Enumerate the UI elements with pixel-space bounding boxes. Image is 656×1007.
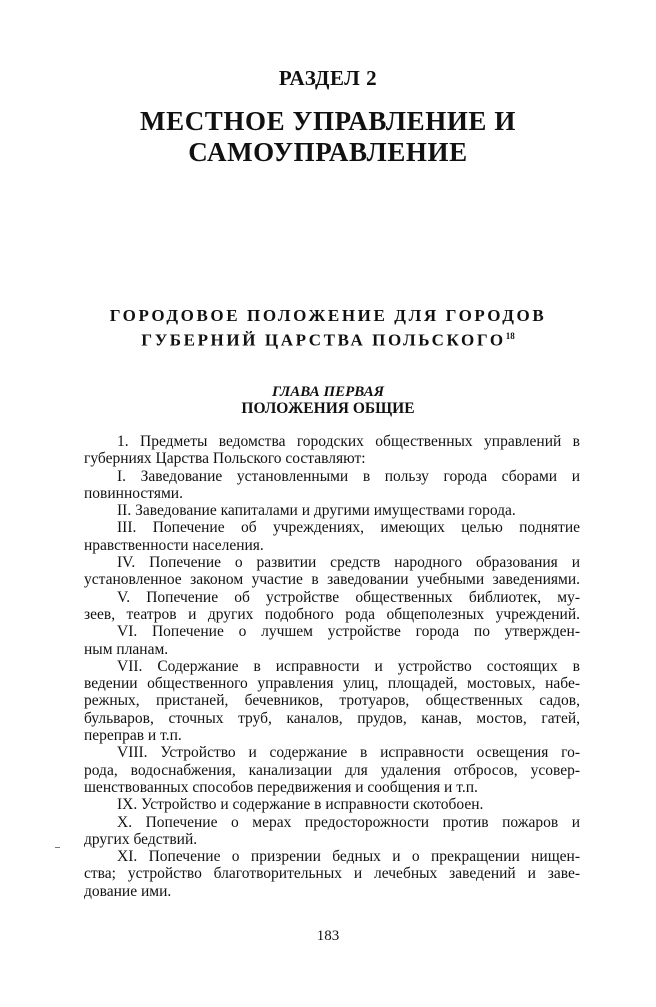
body-line: ведении общественного управления улиц, площадей, мостовых, набе-: [84, 675, 580, 693]
body-line: XI. Попечение о призрении бедных и о прекращении нищен-: [117, 848, 580, 866]
section-title-line: МЕСТНОЕ УПРАВЛЕНИЕ И: [140, 106, 516, 136]
chapter-title: ПОЛОЖЕНИЯ ОБЩИЕ: [241, 400, 415, 417]
body-line: дование ими.: [84, 882, 172, 900]
body-line: IX. Устройство и содержание в исправности скотобоен.: [117, 796, 484, 814]
body-line: других бедствий.: [84, 830, 198, 848]
body-line: ным планам.: [84, 640, 169, 658]
body-line: I. Заведование установленными в пользу города сборами и: [117, 467, 580, 485]
body-line: 1. Предметы ведомства городских общественных управлений в: [117, 433, 580, 450]
body-line: VII. Содержание в исправности и устройство состоящих в: [117, 657, 580, 675]
body-line: рода, водоснабжения, канализации для удаления отбросов, усовер-: [84, 761, 580, 779]
body-line: ства; устройство благотворительных и лечебных заведений и заве-: [84, 865, 580, 883]
body-line: VIII. Устройство и содержание в исправности освещения го-: [117, 744, 580, 762]
body-line: бульваров, сточных труб, каналов, прудов, канав, мостов, гатей,: [84, 709, 580, 727]
margin-mark: [55, 847, 60, 848]
section-title-line: САМОУПРАВЛЕНИЕ: [188, 137, 468, 167]
footnote-reference[interactable]: 18: [505, 331, 515, 341]
body-line: IV. Попечение о развитии средств народного образования и: [117, 554, 580, 572]
section-title: [0, 106, 656, 168]
body-line: режных, пристаней, бечевников, тротуаров, общественных садов,: [84, 692, 580, 710]
body-line: II. Заведование капиталами и другими имуществами города.: [117, 502, 516, 520]
document-title-text: ГУБЕРНИЙ ЦАРСТВА ПОЛЬСКОГО: [141, 330, 506, 350]
document-title: [0, 306, 656, 351]
body-line: зеев, театров и других подобного рода общеполезных учреждений.: [84, 605, 580, 623]
body-line: шенствованных способов передвижения и сообщения и т.п.: [84, 778, 478, 796]
body-line: X. Попечение о мерах предосторожности против пожаров и: [117, 813, 580, 831]
body-line: переправ и т.п.: [84, 727, 182, 745]
body-line: III. Попечение об учреждениях, имеющих целью поднятие: [117, 519, 580, 537]
document-title-line: [0, 326, 656, 351]
section-label: РАЗДЕЛ 2: [278, 66, 378, 90]
body-line: повинностями.: [84, 484, 183, 502]
body-line: нравственности населения.: [84, 536, 264, 554]
body-line: установленное законом участие в заведовании учебными заведениями.: [84, 571, 580, 589]
page-number: 183: [316, 928, 340, 944]
document-title-line: ГОРОДОВОЕ ПОЛОЖЕНИЕ ДЛЯ ГОРОДОВ: [109, 306, 547, 325]
body-line: V. Попечение об устройстве общественных библиотек, му-: [117, 588, 580, 606]
chapter-number: ГЛАВА ПЕРВАЯ: [271, 384, 385, 400]
body-text: [84, 433, 580, 900]
body-line: губерниях Царства Польского составляют:: [84, 450, 366, 468]
body-line: VI. Попечение о лучшем устройстве города по утвержден-: [117, 623, 580, 641]
